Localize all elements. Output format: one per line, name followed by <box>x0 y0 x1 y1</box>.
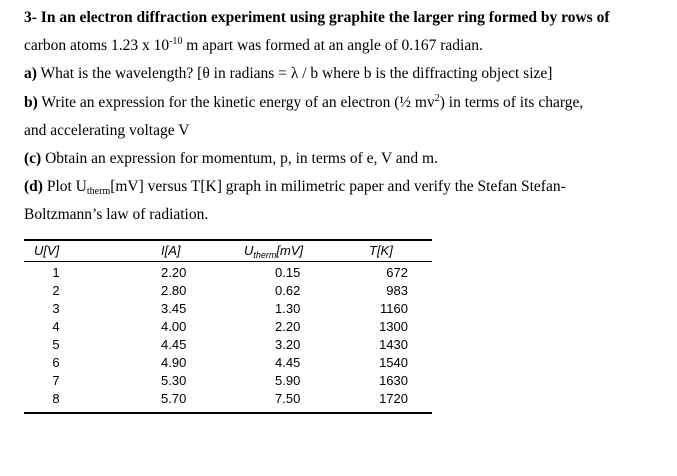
cell-utherm: 5.90 <box>275 373 301 388</box>
header-current: I[A] <box>161 243 181 258</box>
cell-voltage: 1 <box>52 265 60 280</box>
cell-voltage: 4 <box>52 319 60 334</box>
cell-utherm: 7.50 <box>275 391 301 406</box>
part-b-label: b) <box>24 94 38 111</box>
header-utherm-sub: therm <box>253 250 277 260</box>
part-b <box>24 94 583 112</box>
cell-temperature: 672 <box>386 265 408 280</box>
cell-voltage: 8 <box>52 391 60 406</box>
cell-temperature: 1540 <box>379 355 408 370</box>
cell-current: 2.80 <box>161 283 187 298</box>
cell-current: 3.45 <box>161 301 187 316</box>
part-a <box>24 65 552 83</box>
cell-current: 5.70 <box>161 391 187 406</box>
cell-temperature: 1430 <box>379 337 408 352</box>
question-line-2-start: carbon atoms 1.23 x 10 <box>24 37 170 54</box>
header-utherm-main: U <box>244 243 254 258</box>
part-c-text: Obtain an expression for momentum, p, in terms of e, V and m. <box>41 150 438 167</box>
cell-voltage: 5 <box>52 337 60 352</box>
cell-temperature: 983 <box>386 283 408 298</box>
part-d-label: (d) <box>24 178 43 195</box>
table-row <box>24 391 432 409</box>
part-a-label: a) <box>24 65 37 82</box>
cell-utherm: 2.20 <box>275 319 301 334</box>
cell-utherm: 0.15 <box>275 265 301 280</box>
table-top-rule <box>24 239 432 241</box>
part-a-text: What is the wavelength? [θ in radians = λ / b where b is the diffracting object size] <box>36 65 553 82</box>
question-line-1 <box>24 9 610 27</box>
cell-current: 4.45 <box>161 337 187 352</box>
cell-utherm: 0.62 <box>275 283 301 298</box>
table-row <box>24 301 432 319</box>
cell-temperature: 1720 <box>379 391 408 406</box>
part-b-continuation: and accelerating voltage V <box>24 122 190 139</box>
cell-voltage: 6 <box>52 355 60 370</box>
table-row <box>24 337 432 355</box>
part-d-continuation: Boltzmann’s law of radiation. <box>24 206 209 223</box>
cell-voltage: 7 <box>52 373 60 388</box>
part-c-label: (c) <box>24 150 42 167</box>
part-d-text-end: [mV] versus T[K] graph in milimetric paper and verify the Stefan Stefan- <box>110 178 566 195</box>
part-c <box>24 150 438 168</box>
cell-voltage: 3 <box>52 301 60 316</box>
part-b-text-end: ) in terms of its charge, <box>439 94 584 111</box>
table-header-rule <box>24 261 432 262</box>
table-row <box>24 283 432 301</box>
question-line-2 <box>24 37 483 55</box>
cell-utherm: 1.30 <box>275 301 301 316</box>
header-utherm-unit: [mV] <box>276 243 304 258</box>
header-voltage: U[V] <box>34 243 60 258</box>
table-bottom-rule <box>24 412 432 414</box>
part-d <box>24 178 566 196</box>
cell-current: 2.20 <box>161 265 187 280</box>
part-d-text-start: Plot U <box>42 178 87 195</box>
part-b-text-start: Write an expression for the kinetic energy of an electron (½ mv <box>37 94 435 111</box>
header-temperature: T[K] <box>369 243 393 258</box>
question-number-and-intro: 3- In an electron diffraction experiment using graphite the larger ring formed by rows of <box>24 9 610 26</box>
table-row <box>24 355 432 373</box>
part-d-subscript: therm <box>86 186 111 197</box>
cell-current: 4.90 <box>161 355 187 370</box>
exponent: -10 <box>169 36 183 47</box>
cell-temperature: 1160 <box>380 301 408 316</box>
question-line-2-end: m apart was formed at an angle of 0.167 radian. <box>182 37 483 54</box>
cell-temperature: 1630 <box>379 373 408 388</box>
part-b-exponent: 2 <box>434 93 440 104</box>
cell-utherm: 4.45 <box>275 355 301 370</box>
header-utherm <box>244 243 303 258</box>
cell-voltage: 2 <box>52 283 60 298</box>
table-row <box>24 265 432 283</box>
table-row <box>24 319 432 337</box>
cell-utherm: 3.20 <box>275 337 301 352</box>
cell-temperature: 1300 <box>379 319 408 334</box>
cell-current: 5.30 <box>161 373 187 388</box>
table-row <box>24 373 432 391</box>
cell-current: 4.00 <box>161 319 187 334</box>
